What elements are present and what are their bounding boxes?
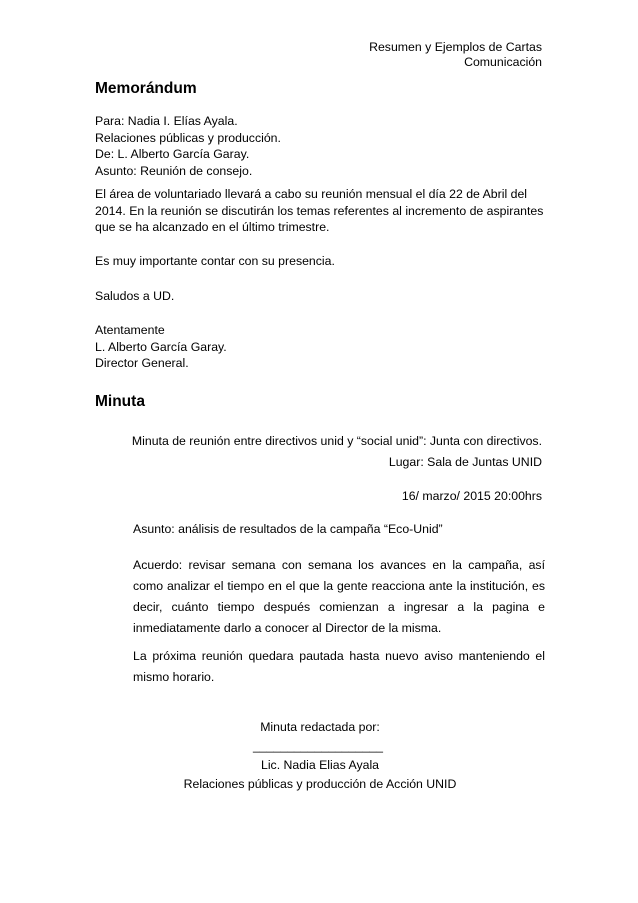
minuta-acuerdo: Acuerdo: revisar semana con semana los avances en la campaña, así como analizar el tiempo en el que la gente reacciona ante la institución, es decir, cuánto tiempo después comienzan a ingresar a la pagina e inmediatamente darlo a conocer al Director de la misma. <box>133 558 545 635</box>
memo-asunto: Asunto: Reunión de consejo. <box>95 163 253 178</box>
minuta-intro: Minuta de reunión entre directivos unid y “social unid”: Junta con directivos. <box>131 434 542 448</box>
memo-de: De: L. Alberto García Garay. <box>95 147 250 161</box>
memo-body-line: que se ha alcanzado en el último trimestre. <box>95 220 330 234</box>
minuta-fecha: 16/ marzo/ 2015 20:00hrs <box>401 489 542 503</box>
minuta-asunto: Asunto: análisis de resultados de la campaña “Eco-Unid” <box>133 522 443 536</box>
memo-importante-text: Es muy importante contar con su presencia. <box>95 254 335 268</box>
memo-importante <box>95 253 545 270</box>
memo-atentamente: Atentamente <box>95 323 165 337</box>
header-subtitle: Comunicación <box>464 55 542 69</box>
memo-para: Para: Nadia I. Elías Ayala. <box>95 114 238 128</box>
document-header <box>369 40 542 70</box>
memo-signature <box>95 322 545 372</box>
header-title: Resumen y Ejemplos de Cartas <box>369 40 542 54</box>
memo-firma-nombre: L. Alberto García Garay. <box>95 339 227 354</box>
memo-firma-cargo: Director General. <box>95 356 189 370</box>
minuta-redactada: Minuta redactada por: <box>260 720 380 734</box>
memo-area: Relaciones públicas y producción. <box>95 130 281 145</box>
memo-recipients <box>95 113 545 179</box>
minuta-lugar: Lugar: Sala de Juntas UNID <box>388 455 542 469</box>
minuta-proxima: La próxima reunión quedara pautada hasta nuevo aviso manteniendo el mismo horario. <box>133 649 545 684</box>
memo-body-line: El área de voluntariado llevará a cabo su reunión mensual el día 22 de Abril del <box>95 187 528 201</box>
memo-saludos <box>95 288 545 305</box>
memo-body <box>95 186 545 236</box>
memo-saludos-text: Saludos a UD. <box>95 289 175 303</box>
minuta-title: Minuta <box>95 393 145 410</box>
minuta-signature <box>95 718 545 794</box>
minuta-firma-nombre: Lic. Nadia Elias Ayala <box>260 758 380 772</box>
memo-title: Memorándum <box>95 80 197 97</box>
signature-line: ___________________ <box>253 739 383 753</box>
minuta-firma-cargo: Relaciones públicas y producción de Acción UNID <box>183 777 457 791</box>
memo-body-line: 2014. En la reunión se discutirán los temas referentes al incremento de aspirantes <box>95 203 544 218</box>
